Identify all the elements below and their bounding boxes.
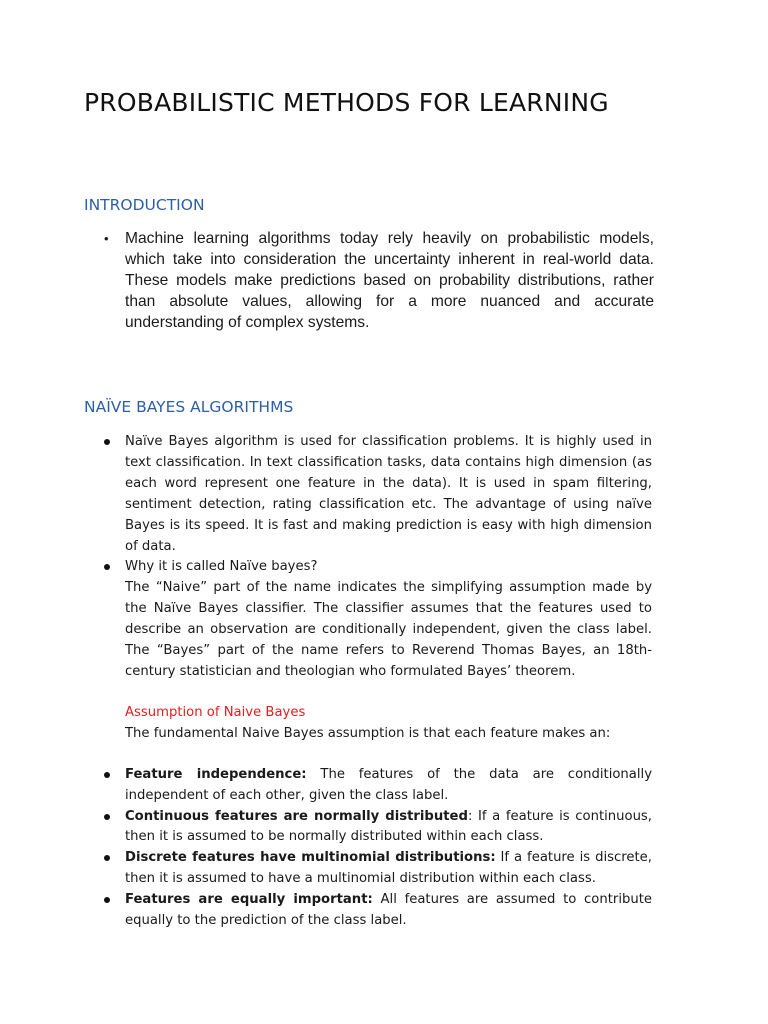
bullet-icon bbox=[104, 897, 110, 903]
naive-bayes-section bbox=[84, 432, 652, 932]
assumption-text: All features are assumed to contribute equally to the prediction of the class label. bbox=[125, 892, 652, 929]
assumption-text: The features of the data are conditionally independent of each other, given the class label. bbox=[125, 766, 652, 803]
why-naive-explanation: The “Naive” part of the name indicates the simplifying assumption made by the Naïve Bayes classifier. The classifier assumes that the features used to describe an observation are conditionally independent, given the class label. The “Bayes” part of the name refers to Reverend Thomas Bayes, an 18th-century statistician and theologian who formulated Bayes’ theorem. bbox=[125, 580, 652, 679]
bullet-icon bbox=[104, 855, 110, 861]
bullet-icon: • bbox=[104, 231, 109, 246]
bullet-icon bbox=[104, 564, 110, 570]
bullet-icon bbox=[104, 814, 110, 820]
spacer bbox=[84, 745, 652, 765]
naive-bayes-description: Naïve Bayes algorithm is used for classification problems. It is highly used in text classification. In text classification tasks, data contains high dimension (as each word represent one feature in the data). It is used in spam filtering, sentiment detection, rating classification etc. The advantage of using naïve Bayes is its speed. It is fast and making prediction is easy with high dimension of data. bbox=[125, 434, 652, 554]
why-naive-question: Why it is called Naïve bayes? bbox=[125, 559, 318, 575]
bullet-icon bbox=[104, 772, 110, 778]
assumption-text: : If a feature is continuous, then it is assumed to be normally distributed within each class. bbox=[125, 808, 652, 845]
list-item bbox=[84, 557, 652, 578]
list-item bbox=[84, 848, 652, 890]
assumption-term: Features are equally important: bbox=[125, 892, 373, 908]
assumption-intro: The fundamental Naive Bayes assumption is that each feature makes an: bbox=[125, 725, 611, 741]
document-title: PROBABILISTIC METHODS FOR LEARNING bbox=[84, 88, 609, 117]
assumption-term: Feature independence: bbox=[125, 766, 307, 782]
introduction-bullet bbox=[84, 228, 654, 333]
introduction-list bbox=[84, 228, 654, 333]
bullet-icon bbox=[104, 439, 110, 445]
introduction-bullet-text: Machine learning algorithms today rely heavily on probabilistic models, which take into consideration the uncertainty inherent in real-world data. These models make predictions based on probability distributions, rather than absolute values, allowing for a more nuanced and accurate understanding of complex systems. bbox=[125, 230, 654, 331]
assumption-term: Continuous features are normally distributed bbox=[125, 808, 468, 824]
list-item bbox=[84, 890, 652, 932]
introduction-heading: INTRODUCTION bbox=[84, 196, 205, 214]
assumption-text: If a feature is discrete, then it is assumed to have a multinomial distribution within each class. bbox=[125, 850, 652, 887]
list-item bbox=[84, 432, 652, 557]
assumption-term: Discrete features have multinomial distributions: bbox=[125, 850, 496, 866]
list-item bbox=[84, 807, 652, 849]
list-item bbox=[84, 765, 652, 807]
assumption-heading: Assumption of Naive Bayes bbox=[125, 704, 306, 720]
naive-bayes-heading: NAÏVE BAYES ALGORITHMS bbox=[84, 398, 294, 416]
